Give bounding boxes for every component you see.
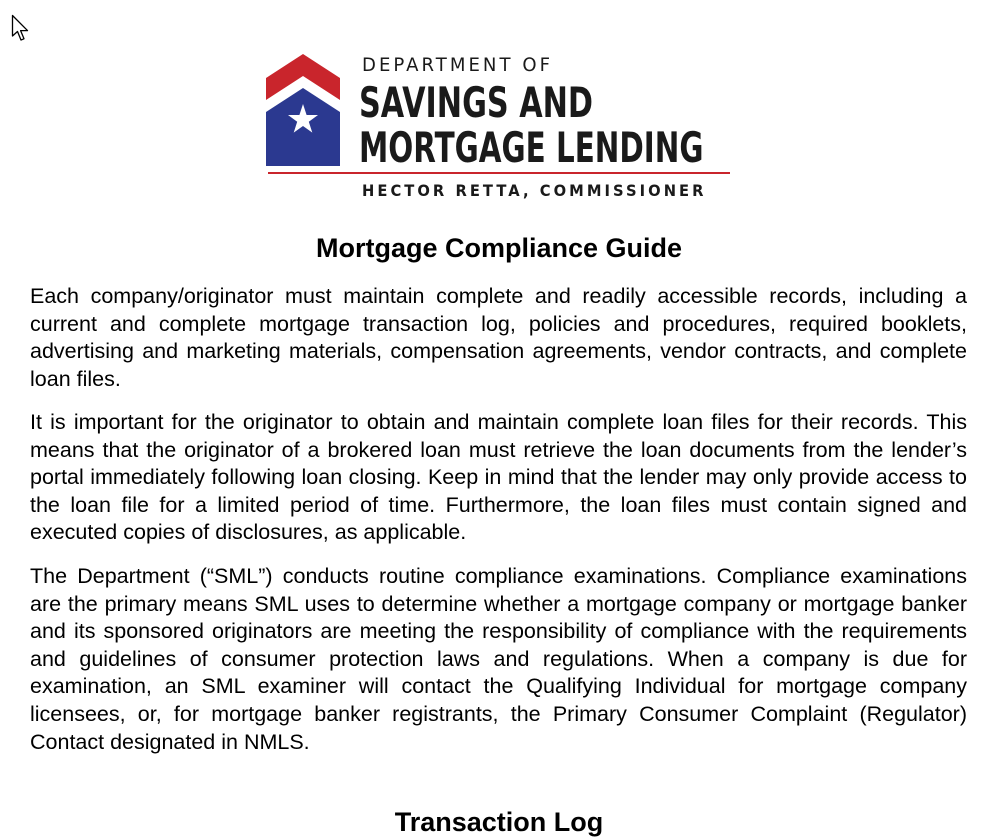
- section-heading-transaction-log: Transaction Log: [394, 807, 604, 837]
- logo-line-commissioner: HECTOR RETTA, COMMISSIONER: [362, 181, 707, 200]
- paragraph-records: Each company/originator must maintain complete and readily accessible records, including a current and complete mortgage transaction log, policies and procedures, required booklets, advertising and marketing materials, compensation agreements, vendor contracts, and complete loan files.: [30, 284, 967, 391]
- logo-divider: [268, 172, 730, 174]
- logo-line-department: DEPARTMENT OF: [362, 54, 553, 76]
- paragraph-loan-files: It is important for the originator to obtain and maintain complete loan files for their records. This means that the originator of a brokered loan must retrieve the loan documents from the lender’s portal immediately following loan closing. Keep in mind that the lender may only provide access to the loan file for a limited period of time. Furthermore, the loan files must contain signed and executed copies of disclosures, as applicable.: [30, 410, 967, 545]
- department-logo: [266, 50, 736, 202]
- mouse-pointer-icon: [11, 14, 31, 42]
- logo-line-savings: SAVINGS AND: [359, 78, 594, 127]
- house-star-icon: [266, 54, 340, 166]
- logo-line-mortgage-lending: MORTGAGE LENDING: [359, 123, 704, 172]
- page-title: Mortgage Compliance Guide: [315, 233, 683, 263]
- paragraph-examinations: The Department (“SML”) conducts routine compliance examinations. Compliance examinations are the primary means SML uses to determine whether a mortgage company or mortgage banker and its sponsored originators are meeting the responsibility of compliance with the requirements and guidelines of consumer protection laws and regulations. When a company is due for examination, an SML examiner will contact the Qualifying Individual for mortgage company licensees, or, for mortgage banker registrants, the Primary Consumer Complaint (Regulator) Contact designated in NMLS.: [30, 564, 967, 754]
